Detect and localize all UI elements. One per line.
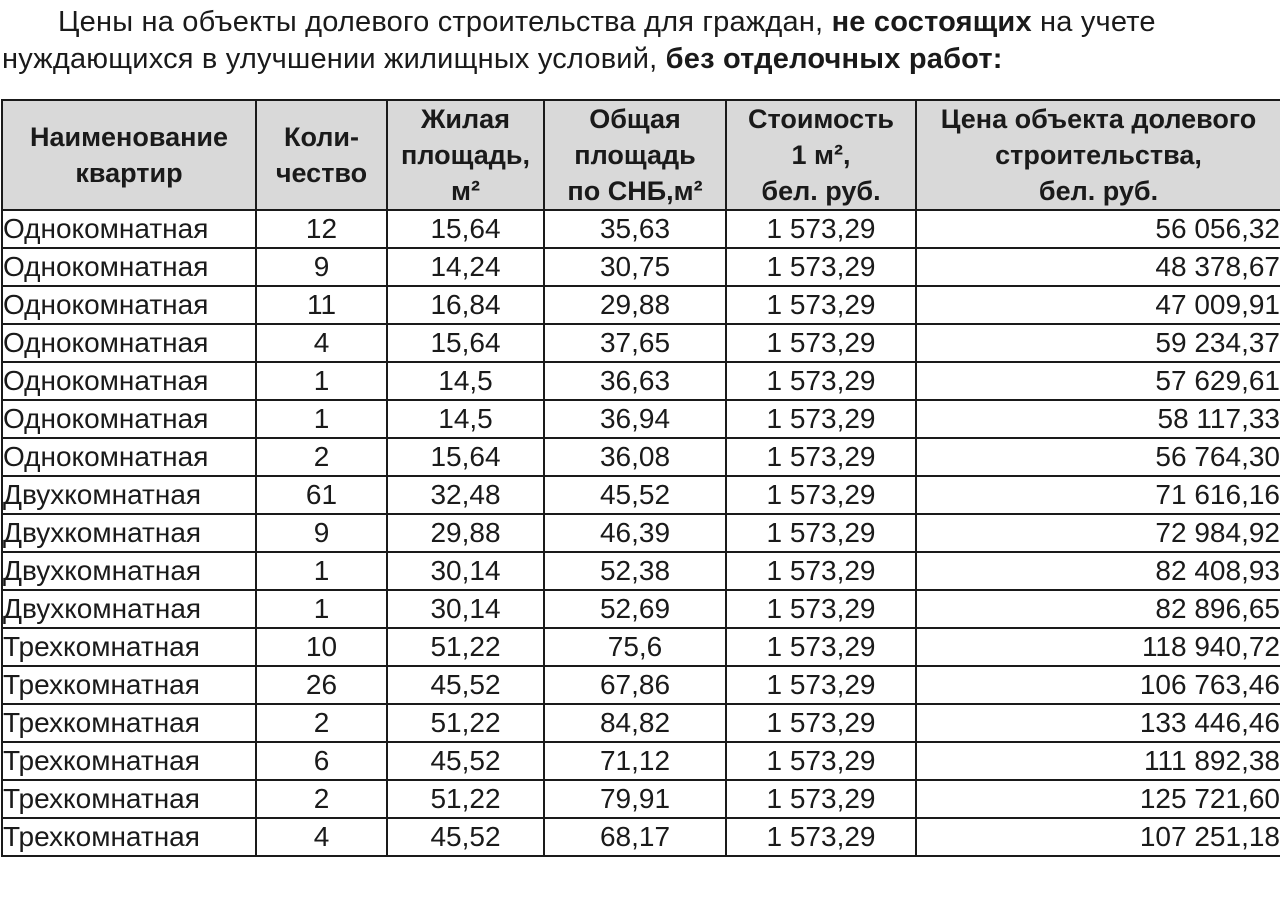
heading-emphasis-not-registered: не состоящих: [831, 6, 1032, 38]
header-count: Коли- чество: [256, 100, 387, 210]
cell-total-area: 71,12: [544, 742, 726, 780]
cell-count: 2: [256, 704, 387, 742]
cell-cost-per-m2: 1 573,29: [726, 628, 916, 666]
cell-cost-per-m2: 1 573,29: [726, 780, 916, 818]
cell-object-price: 72 984,92: [916, 514, 1280, 552]
cell-apartment-name: Двухкомнатная: [2, 590, 256, 628]
cell-total-area: 52,69: [544, 590, 726, 628]
cell-object-price: 133 446,46: [916, 704, 1280, 742]
cell-total-area: 37,65: [544, 324, 726, 362]
cell-cost-per-m2: 1 573,29: [726, 362, 916, 400]
table-row: [2, 438, 1280, 476]
cell-cost-per-m2: 1 573,29: [726, 286, 916, 324]
cell-cost-per-m2: 1 573,29: [726, 400, 916, 438]
cell-apartment-name: Трехкомнатная: [2, 818, 256, 856]
header-living-area: Жилая площадь, м²: [387, 100, 544, 210]
cell-count: 1: [256, 400, 387, 438]
cell-total-area: 67,86: [544, 666, 726, 704]
cell-living-area: 14,5: [387, 400, 544, 438]
cell-living-area: 29,88: [387, 514, 544, 552]
cell-apartment-name: Однокомнатная: [2, 210, 256, 248]
cell-cost-per-m2: 1 573,29: [726, 590, 916, 628]
cell-cost-per-m2: 1 573,29: [726, 666, 916, 704]
cell-living-area: 32,48: [387, 476, 544, 514]
cell-total-area: 45,52: [544, 476, 726, 514]
cell-count: 1: [256, 590, 387, 628]
cell-object-price: 82 896,65: [916, 590, 1280, 628]
cell-count: 4: [256, 324, 387, 362]
cell-object-price: 59 234,37: [916, 324, 1280, 362]
header-apartment-name: Наименование квартир: [2, 100, 256, 210]
cell-living-area: 15,64: [387, 438, 544, 476]
cell-count: 6: [256, 742, 387, 780]
heading-line-2-text: нуждающихся в улучшении жилищных условий,: [2, 43, 666, 75]
cell-object-price: 82 408,93: [916, 552, 1280, 590]
table-row: [2, 324, 1280, 362]
cell-cost-per-m2: 1 573,29: [726, 248, 916, 286]
cell-apartment-name: Однокомнатная: [2, 286, 256, 324]
table-row: [2, 476, 1280, 514]
cell-cost-per-m2: 1 573,29: [726, 552, 916, 590]
price-table: [1, 99, 1280, 857]
cell-apartment-name: Трехкомнатная: [2, 666, 256, 704]
cell-living-area: 51,22: [387, 704, 544, 742]
cell-count: 12: [256, 210, 387, 248]
cell-cost-per-m2: 1 573,29: [726, 324, 916, 362]
cell-total-area: 36,94: [544, 400, 726, 438]
cell-object-price: 57 629,61: [916, 362, 1280, 400]
cell-count: 1: [256, 552, 387, 590]
cell-total-area: 46,39: [544, 514, 726, 552]
cell-count: 61: [256, 476, 387, 514]
heading-line-1-text: Цены на объекты долевого строительства для граждан,: [58, 6, 832, 38]
cell-object-price: 58 117,33: [916, 400, 1280, 438]
cell-cost-per-m2: 1 573,29: [726, 704, 916, 742]
cell-apartment-name: Трехкомнатная: [2, 780, 256, 818]
cell-count: 2: [256, 438, 387, 476]
cell-living-area: 45,52: [387, 666, 544, 704]
heading-line-1: [0, 4, 1280, 41]
cell-total-area: 30,75: [544, 248, 726, 286]
cell-count: 9: [256, 514, 387, 552]
table-row: [2, 742, 1280, 780]
cell-cost-per-m2: 1 573,29: [726, 514, 916, 552]
table-row: [2, 780, 1280, 818]
cell-object-price: 48 378,67: [916, 248, 1280, 286]
cell-cost-per-m2: 1 573,29: [726, 818, 916, 856]
cell-total-area: 36,08: [544, 438, 726, 476]
cell-object-price: 56 056,32: [916, 210, 1280, 248]
cell-object-price: 118 940,72: [916, 628, 1280, 666]
cell-count: 26: [256, 666, 387, 704]
cell-total-area: 36,63: [544, 362, 726, 400]
cell-total-area: 29,88: [544, 286, 726, 324]
cell-apartment-name: Двухкомнатная: [2, 552, 256, 590]
cell-living-area: 45,52: [387, 818, 544, 856]
cell-apartment-name: Трехкомнатная: [2, 704, 256, 742]
cell-cost-per-m2: 1 573,29: [726, 742, 916, 780]
table-row: [2, 704, 1280, 742]
table-row: [2, 286, 1280, 324]
cell-object-price: 125 721,60: [916, 780, 1280, 818]
cell-count: 1: [256, 362, 387, 400]
cell-living-area: 51,22: [387, 780, 544, 818]
heading-line-2: [0, 41, 1280, 78]
cell-living-area: 45,52: [387, 742, 544, 780]
table-row: [2, 666, 1280, 704]
cell-cost-per-m2: 1 573,29: [726, 438, 916, 476]
cell-living-area: 30,14: [387, 552, 544, 590]
table-row: [2, 362, 1280, 400]
cell-living-area: 51,22: [387, 628, 544, 666]
cell-count: 4: [256, 818, 387, 856]
cell-living-area: 14,24: [387, 248, 544, 286]
price-table-body: [2, 210, 1280, 856]
table-row: [2, 514, 1280, 552]
cell-count: 10: [256, 628, 387, 666]
cell-apartment-name: Однокомнатная: [2, 438, 256, 476]
cell-cost-per-m2: 1 573,29: [726, 476, 916, 514]
cell-apartment-name: Трехкомнатная: [2, 628, 256, 666]
cell-apartment-name: Однокомнатная: [2, 324, 256, 362]
table-row: [2, 400, 1280, 438]
page-heading: [0, 4, 1280, 78]
cell-apartment-name: Однокомнатная: [2, 248, 256, 286]
header-object-price: Цена объекта долевого строительства, бел. руб.: [916, 100, 1280, 210]
cell-cost-per-m2: 1 573,29: [726, 210, 916, 248]
cell-total-area: 75,6: [544, 628, 726, 666]
cell-living-area: 15,64: [387, 324, 544, 362]
cell-living-area: 30,14: [387, 590, 544, 628]
heading-emphasis-no-finishing: без отделочных работ:: [665, 43, 1003, 75]
cell-total-area: 84,82: [544, 704, 726, 742]
cell-apartment-name: Однокомнатная: [2, 400, 256, 438]
cell-apartment-name: Двухкомнатная: [2, 514, 256, 552]
cell-object-price: 47 009,91: [916, 286, 1280, 324]
table-row: [2, 590, 1280, 628]
cell-living-area: 16,84: [387, 286, 544, 324]
table-row: [2, 210, 1280, 248]
cell-total-area: 68,17: [544, 818, 726, 856]
cell-total-area: 35,63: [544, 210, 726, 248]
cell-object-price: 56 764,30: [916, 438, 1280, 476]
table-row: [2, 248, 1280, 286]
cell-apartment-name: Двухкомнатная: [2, 476, 256, 514]
cell-object-price: 106 763,46: [916, 666, 1280, 704]
heading-line-1-tail: на учете: [1031, 6, 1156, 38]
cell-count: 2: [256, 780, 387, 818]
header-cost-per-m2: Стоимость 1 м², бел. руб.: [726, 100, 916, 210]
header-row: [2, 100, 1280, 210]
price-table-header: [2, 100, 1280, 210]
cell-apartment-name: Однокомнатная: [2, 362, 256, 400]
cell-object-price: 107 251,18: [916, 818, 1280, 856]
cell-living-area: 14,5: [387, 362, 544, 400]
cell-count: 9: [256, 248, 387, 286]
cell-living-area: 15,64: [387, 210, 544, 248]
cell-count: 11: [256, 286, 387, 324]
cell-apartment-name: Трехкомнатная: [2, 742, 256, 780]
cell-object-price: 111 892,38: [916, 742, 1280, 780]
table-row: [2, 552, 1280, 590]
table-row: [2, 628, 1280, 666]
table-row: [2, 818, 1280, 856]
cell-total-area: 52,38: [544, 552, 726, 590]
cell-object-price: 71 616,16: [916, 476, 1280, 514]
cell-total-area: 79,91: [544, 780, 726, 818]
header-total-area: Общая площадь по СНБ,м²: [544, 100, 726, 210]
